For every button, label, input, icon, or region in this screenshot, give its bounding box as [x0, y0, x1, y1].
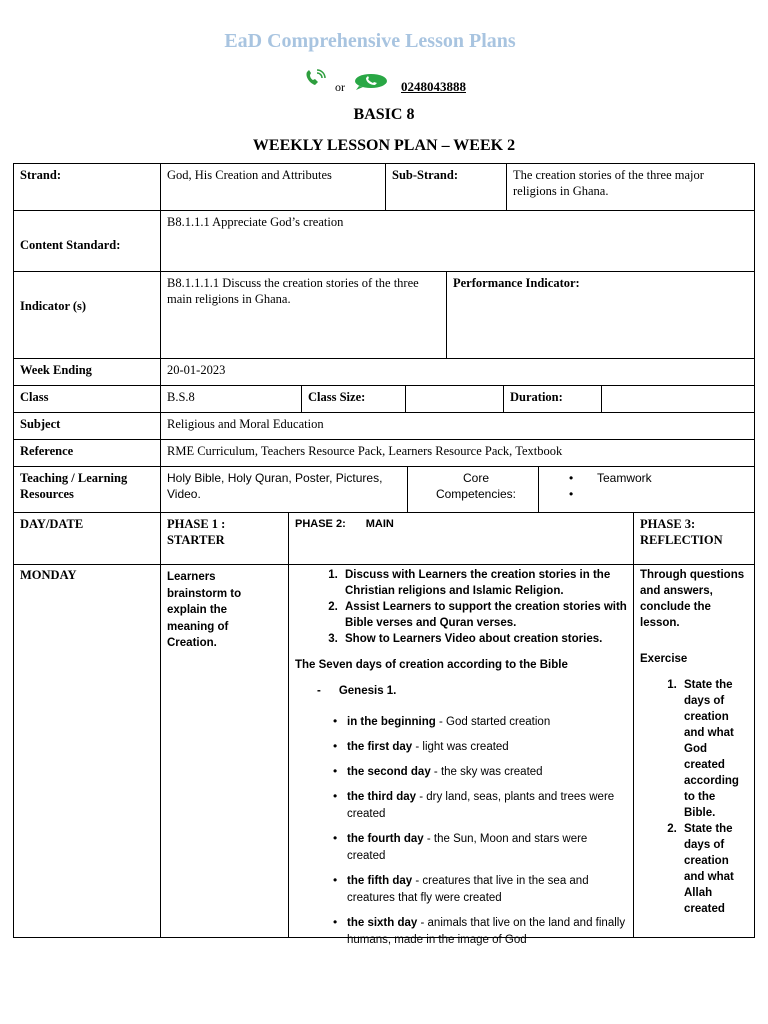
grade-heading: BASIC 8	[353, 106, 415, 123]
exercise-item: 2. State the days of creation and what Allah created	[680, 821, 748, 917]
or-text: or	[335, 80, 345, 94]
sub-strand-value: The creation stories of the three major religions in Ghana.	[506, 164, 754, 210]
indicator-value: B8.1.1.1.1 Discuss the creation stories of the three main religions in Ghana.	[160, 272, 446, 358]
strand-row	[13, 163, 755, 211]
week-ending-label: Week Ending	[20, 363, 92, 377]
content-standard-label: Content Standard:	[20, 238, 121, 252]
creation-day-item: • the second day - the sky was created	[333, 764, 543, 778]
phase1-header: PHASE 1 : STARTER	[160, 513, 288, 564]
exercise-label: Exercise	[640, 653, 688, 665]
reference-label: Reference	[20, 444, 74, 458]
exercise-list	[640, 677, 748, 917]
competency-item: •	[569, 487, 574, 501]
creation-day-item: • the fifth day - creatures that live in the sea and creatures that fly were created	[333, 873, 589, 904]
subject-label: Subject	[20, 417, 61, 431]
resources-label: Teaching / Learning Resources	[20, 471, 128, 501]
starter-text: Learners brainstorm to explain the meaning of Creation.	[160, 565, 288, 937]
duration-label: Duration:	[503, 386, 601, 412]
class-label: Class	[20, 390, 49, 404]
strand-label: Strand:	[20, 168, 61, 182]
monday-row	[13, 565, 755, 946]
phase-header-row	[13, 513, 755, 565]
indicator-label: Indicator (s)	[20, 299, 87, 313]
content-standard-value: B8.1.1.1 Appreciate God’s creation	[160, 211, 754, 271]
phone-number[interactable]: 0248043888	[401, 79, 466, 94]
creation-day-item: • the third day - dry land, seas, plants and trees were created	[333, 789, 615, 820]
subject-value: Religious and Moral Education	[160, 413, 754, 439]
week-ending-row	[13, 359, 755, 386]
indicator-row	[13, 272, 755, 359]
reference-row	[13, 440, 755, 467]
week-ending-value: 20-01-2023	[160, 359, 754, 385]
bible-heading: The Seven days of creation according to the Bible	[295, 659, 568, 671]
core-competencies-label: Core Competencies:	[407, 467, 538, 512]
resources-value: Holy Bible, Holy Quran, Poster, Pictures, Video.	[160, 467, 407, 512]
plan-heading: WEEKLY LESSON PLAN – WEEK 2	[252, 137, 516, 154]
strand-value: God, His Creation and Attributes	[160, 164, 385, 210]
main-step: 3. Show to Learners Video about creation stories.	[341, 631, 627, 647]
phase3-header: PHASE 3: REFLECTION	[633, 513, 754, 564]
reflection-content	[633, 565, 754, 937]
reference-value: RME Curriculum, Teachers Resource Pack, Learners Resource Pack, Textbook	[160, 440, 754, 466]
document-title: EaD Comprehensive Lesson Plans	[224, 30, 516, 52]
core-competencies-list	[538, 467, 754, 512]
main-steps	[295, 567, 627, 647]
day-date-header: DAY/DATE	[20, 517, 84, 531]
lesson-plan-table	[13, 163, 755, 946]
genesis-line: - Genesis 1.	[317, 685, 397, 697]
creation-day-item: • the first day - light was created	[333, 739, 509, 753]
creation-day-item: • in the beginning - God started creation	[333, 714, 551, 728]
exercise-item: 1. State the days of creation and what God created according to the Bible.	[680, 677, 748, 821]
main-content	[288, 565, 633, 946]
creation-days-list	[295, 713, 627, 949]
competency-item: • Teamwork	[569, 471, 652, 485]
resources-row	[13, 467, 755, 513]
performance-indicator-label: Performance Indicator:	[446, 272, 754, 358]
contact-line	[0, 68, 760, 94]
class-size-label: Class Size:	[301, 386, 405, 412]
sub-strand-label: Sub-Strand:	[385, 164, 506, 210]
creation-day-item: • the sixth day - animals that live on the land and finally humans, made in the image of God	[333, 915, 626, 946]
class-value: B.S.8	[160, 386, 301, 412]
reflection-text: Through questions and answers, conclude the lesson.	[640, 569, 745, 629]
class-size-value	[405, 386, 503, 412]
content-standard-row	[13, 211, 755, 272]
creation-day-item: • the fourth day - the Sun, Moon and stars were created	[333, 831, 588, 862]
main-step: 2. Assist Learners to support the creation stories with Bible verses and Quran verses.	[341, 599, 627, 631]
phone-icon	[303, 68, 329, 88]
subject-row	[13, 413, 755, 440]
phase2-header: PHASE 2: MAIN	[288, 513, 633, 564]
duration-value	[601, 386, 754, 412]
main-step: 1. Discuss with Learners the creation stories in the Christian religions and Islamic Religion.	[341, 567, 627, 599]
whatsapp-icon	[353, 73, 389, 91]
class-row	[13, 386, 755, 413]
day-label: MONDAY	[20, 568, 77, 582]
